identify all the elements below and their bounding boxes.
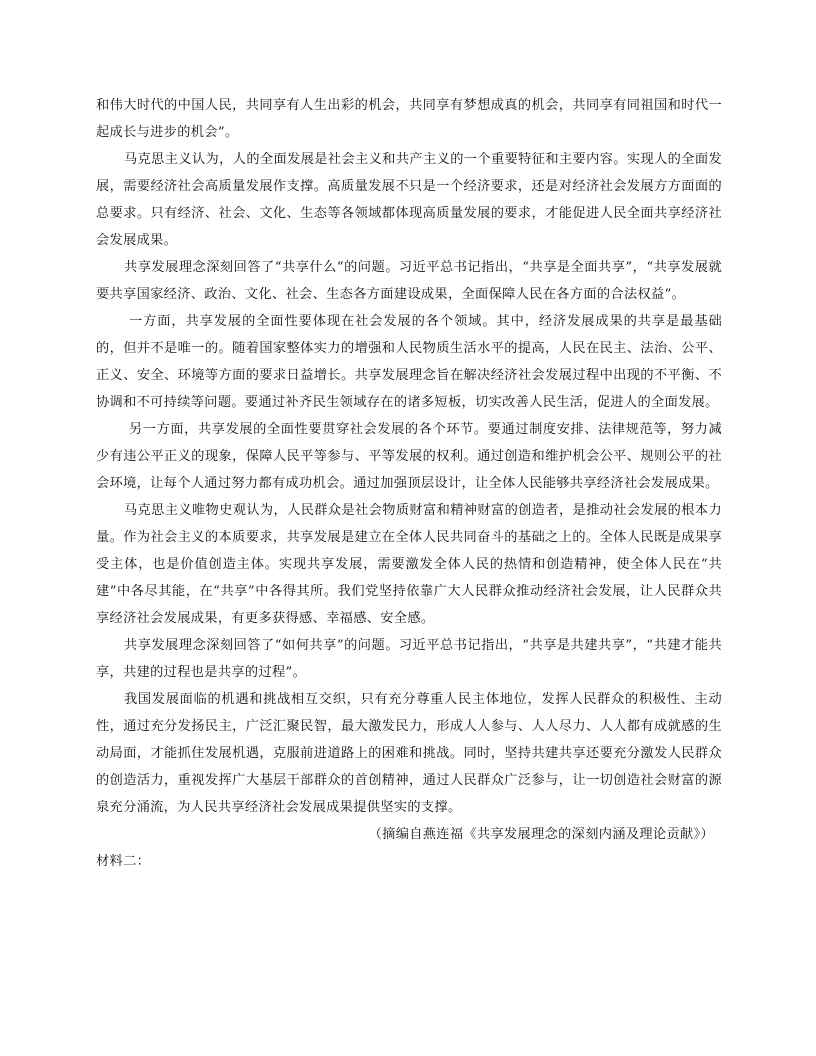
material-two-label: 材料二：: [96, 854, 151, 869]
document-page: [96, 92, 722, 875]
paragraph-historical-materialism: 马克思主义唯物史观认为，人民群众是社会物质财富和精神财富的创造者，是推动社会发展的根本力量。作为社会主义的本质要求，共享发展是建立在全体人民共同奋斗的基础之上的。全体人民既是成果享受主体，也是价值创造主体。实现共享发展，需要激发全体人民的热情和创造精神，使全体人民在“共建”中各尽其能，在“共享”中各得其所。我们党坚持依靠广大人民群众推动经济社会发展，让人民群众共享经济社会发展成果，有更多获得感、幸福感、安全感。: [96, 503, 722, 626]
paragraph-opportunities-challenges: 我国发展面临的机遇和挑战相互交织，只有充分尊重人民主体地位，发挥人民群众的积极性、主动性，通过充分发扬民主，广泛汇聚民智，最大激发民力，形成人人参与、人人尽力、人人都有成就感的生动局面，才能抓住发展机遇，克服前进道路上的困难和挑战。同时，坚持共建共享还要充分激发人民群众的创造活力，重视发挥广大基层干部群众的首创精神，通过人民群众广泛参与，让一切创造社会财富的源泉充分涌流，为人民共享经济社会发展成果提供坚实的支撑。: [96, 692, 722, 815]
paragraph-first-aspect: 一方面，共享发展的全面性要体现在社会发展的各个领域。其中，经济发展成果的共享是最基础的，但并不是唯一的。随着国家整体实力的增强和人民物质生活水平的提高，人民在民主、法治、公平、正义、安全、环境等方面的要求日益增长。共享发展理念旨在解决经济社会发展过程中出现的不平衡、不协调和不可持续等问题。要通过补齐民生领域存在的诸多短板，切实改善人民生活，促进人的全面发展。: [96, 314, 722, 410]
paragraph-second-aspect: 另一方面，共享发展的全面性要贯穿社会发展的各个环节。要通过制度安排、法律规范等，努力减少有违公平正义的现象，保障人民平等参与、平等发展的权利。通过创造和维护机会公平、规则公平的社会环境，让每个人通过努力都有成功机会。通过加强顶层设计，让全体人民能够共享经济社会发展成果。: [96, 422, 722, 491]
paragraph-how-to-share: 共享发展理念深刻回答了“如何共享”的问题。习近平总书记指出，“共享是共建共享”，“共建才能共享，共建的过程也是共享的过程”。: [96, 638, 722, 680]
paragraph-continuation: 和伟大时代的中国人民，共同享有人生出彩的机会，共同享有梦想成真的机会，共同享有同祖国和时代一起成长与进步的机会”。: [96, 98, 722, 140]
paragraph-marxism-development: 马克思主义认为，人的全面发展是社会主义和共产主义的一个重要特征和主要内容。实现人的全面发展，需要经济社会高质量发展作支撑。高质量发展不只是一个经济要求，还是对经济社会发展方方面面的总要求。只有经济、社会、文化、生态等各领域都体现高质量发展的要求，才能促进人民全面共享经济社会发展成果。: [96, 152, 722, 248]
paragraph-what-to-share: 共享发展理念深刻回答了“共享什么”的问题。习近平总书记指出，“共享是全面共享”，“共享发展就要共享国家经济、政治、文化、社会、生态各方面建设成果，全面保障人民在各方面的合法权益”。: [96, 260, 722, 302]
source-citation: （摘编自燕连福《共享发展理念的深刻内涵及理论贡献》）: [368, 827, 714, 842]
